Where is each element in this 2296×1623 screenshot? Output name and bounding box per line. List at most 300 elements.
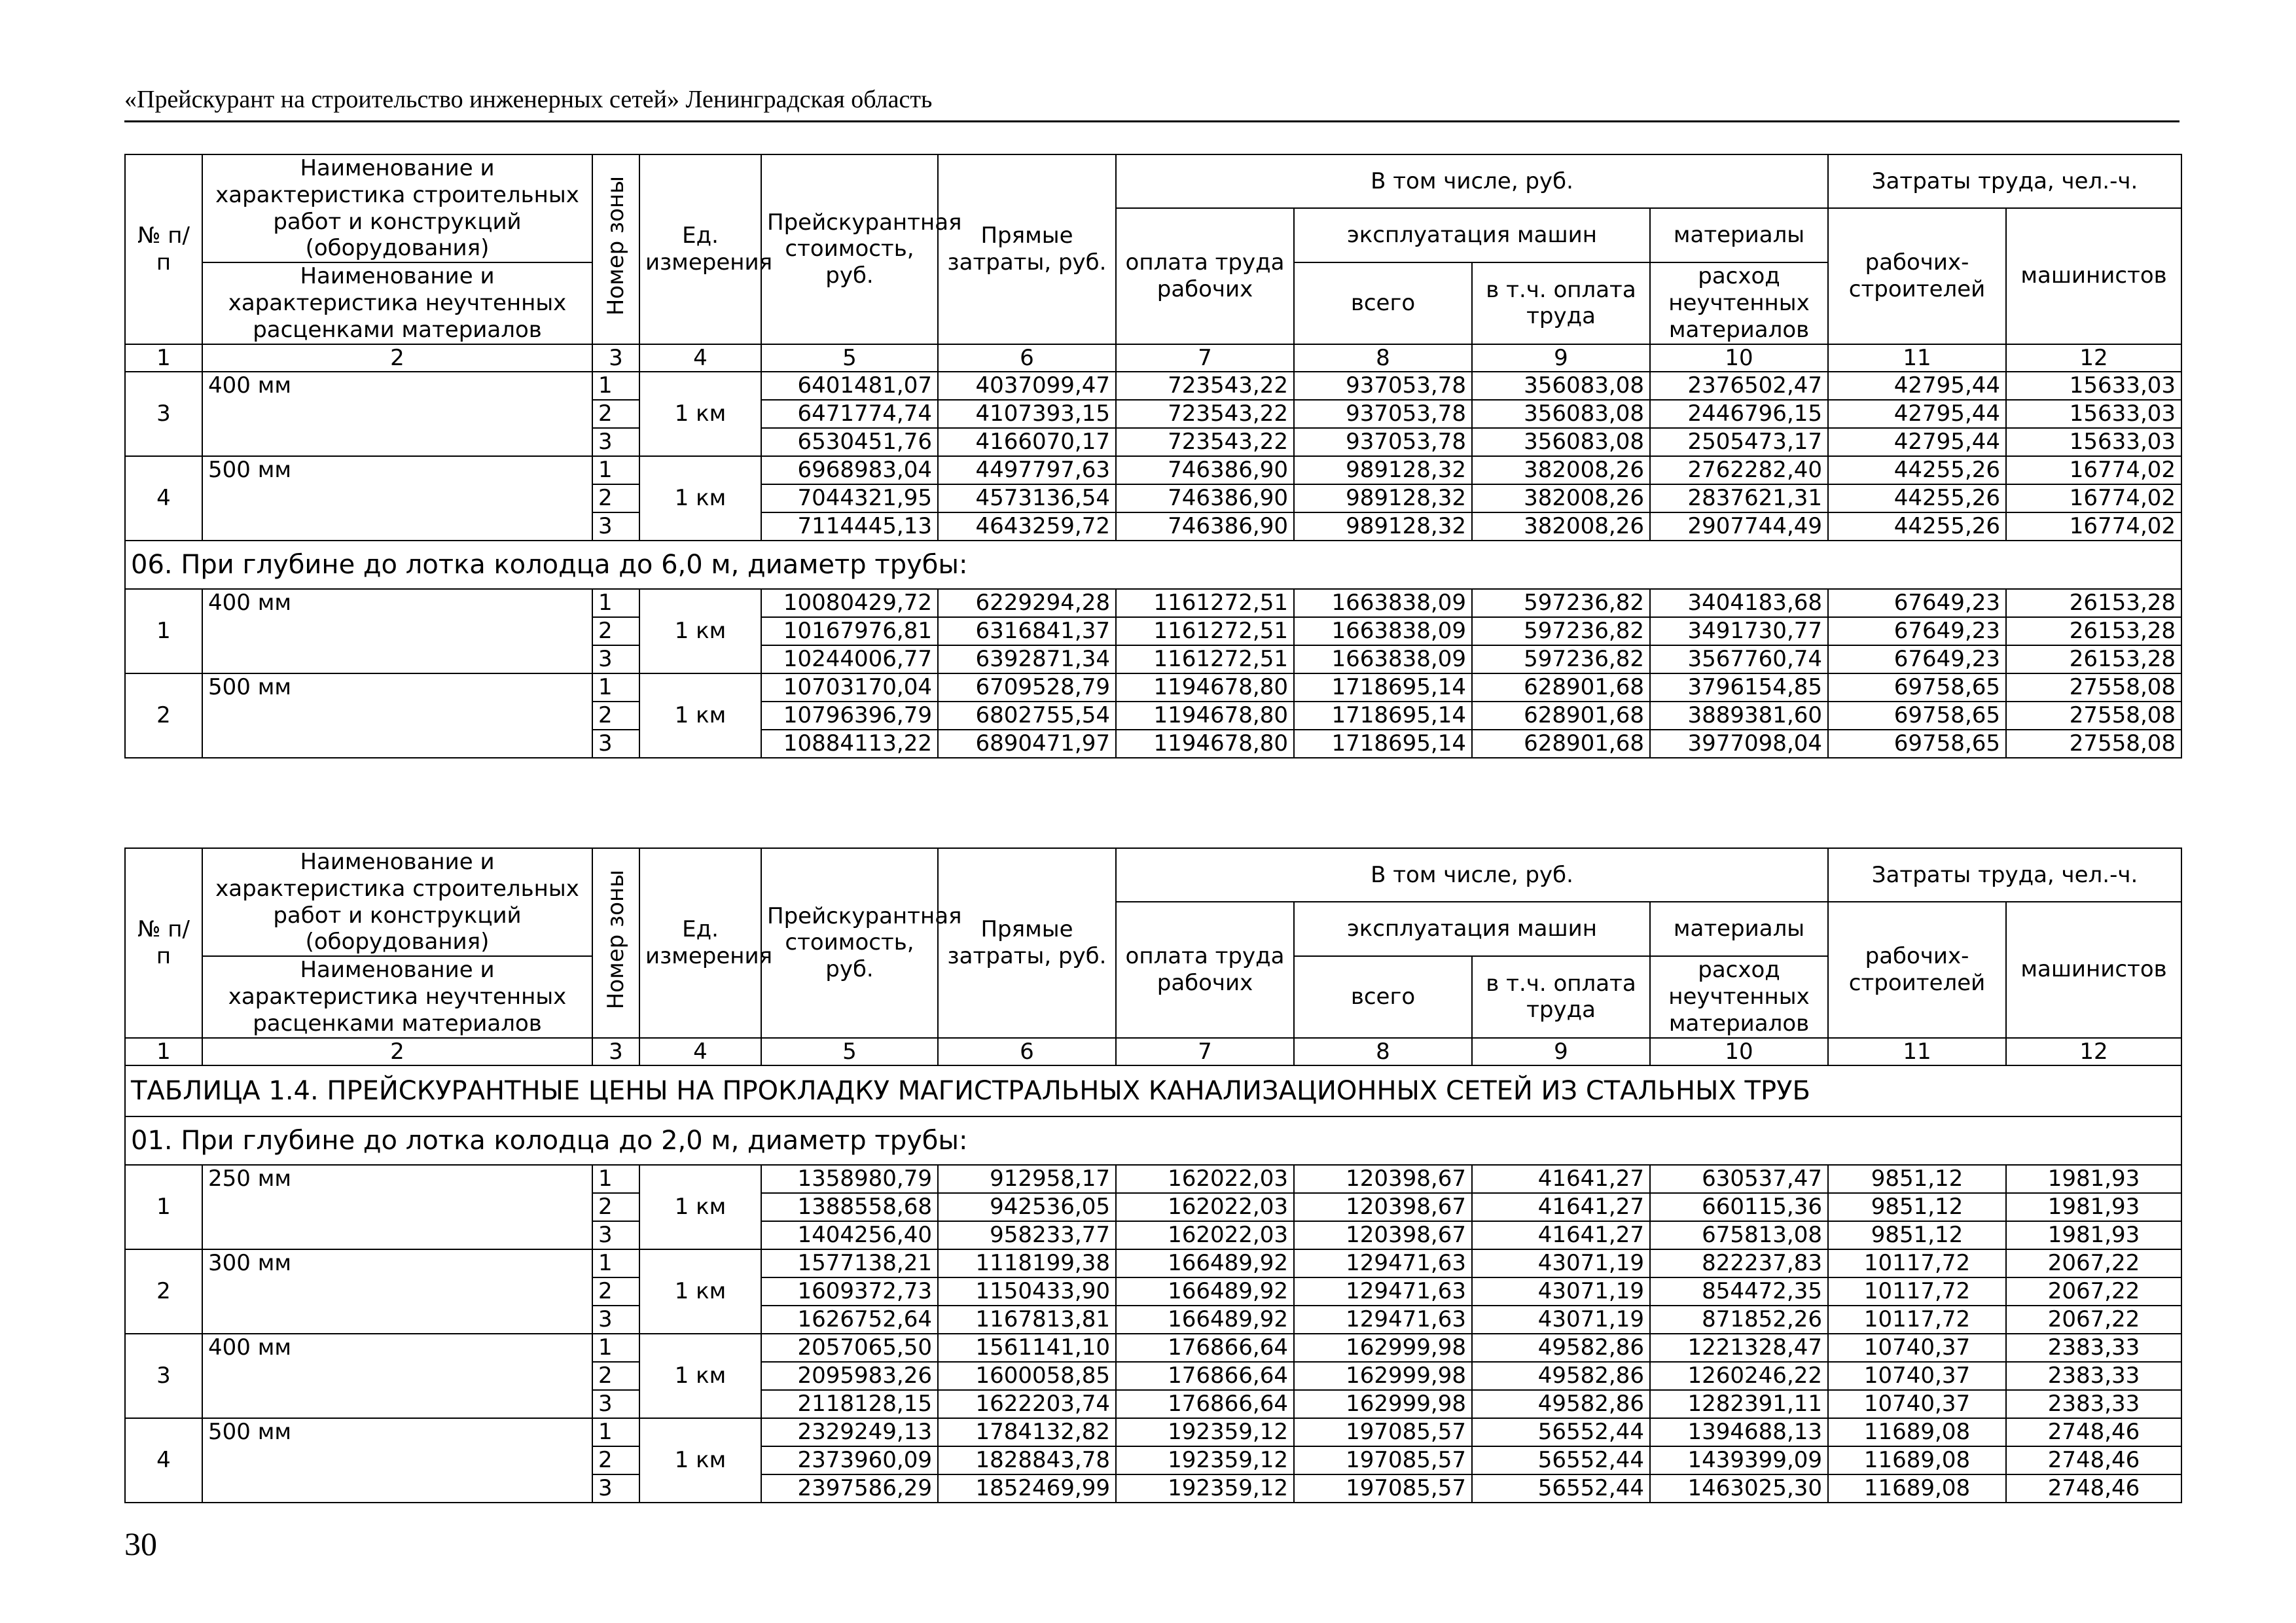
- col-materials-header: материалы: [1650, 902, 1828, 956]
- col-labor-pay-header: оплата труда рабочих: [1116, 902, 1294, 1038]
- workers-cell: 10117,72: [1828, 1277, 2006, 1306]
- col-number: 8: [1294, 1038, 1472, 1066]
- workers-cell: 67649,23: [1828, 617, 2006, 645]
- materials-cell: 1394688,13: [1650, 1418, 1828, 1446]
- zone-cell: 2: [592, 1193, 639, 1221]
- price-cell: 1358980,79: [761, 1165, 938, 1193]
- materials-cell: 3567760,74: [1650, 645, 1828, 673]
- workers-cell: 69758,65: [1828, 673, 2006, 702]
- diameter-cell: 500 мм: [202, 673, 592, 758]
- materials-cell: 2907744,49: [1650, 512, 1828, 541]
- col-incl-header: В том числе, руб.: [1116, 154, 1828, 208]
- direct-cell: 4166070,17: [938, 428, 1116, 456]
- direct-cell: 6802755,54: [938, 702, 1116, 730]
- direct-cell: 1561141,10: [938, 1334, 1116, 1362]
- row-number-cell: 4: [125, 1418, 202, 1503]
- zone-cell: 3: [592, 1221, 639, 1249]
- col-number: 2: [202, 344, 592, 372]
- price-cell: 10080429,72: [761, 589, 938, 617]
- labor-pay-cell: 723543,22: [1116, 372, 1294, 400]
- machines-pay-cell: 597236,82: [1472, 617, 1650, 645]
- row-number-cell: 1: [125, 589, 202, 673]
- col-machines-pay-header: в т.ч. оплата труда: [1472, 262, 1650, 344]
- col-number: 6: [938, 1038, 1116, 1066]
- col-number: 2: [202, 1038, 592, 1066]
- table-row: [125, 1418, 2181, 1446]
- machines-total-cell: 989128,32: [1294, 512, 1472, 541]
- materials-cell: 1282391,11: [1650, 1390, 1828, 1418]
- direct-cell: 1118199,38: [938, 1249, 1116, 1277]
- table-title: ТАБЛИЦА 1.4. ПРЕЙСКУРАНТНЫЕ ЦЕНЫ НА ПРОКЛАДКУ МАГИСТРАЛЬНЫХ КАНАЛИЗАЦИОННЫХ СЕТЕЙ ИЗ СТАЛЬНЫХ ТРУБ: [125, 1065, 2181, 1116]
- row-number-cell: 3: [125, 372, 202, 456]
- zone-cell: 1: [592, 1249, 639, 1277]
- machines-pay-cell: 382008,26: [1472, 456, 1650, 484]
- machines-pay-cell: 628901,68: [1472, 730, 1650, 758]
- unit-cell: 1 км: [639, 589, 761, 673]
- col-name-works-header: Наименование и характеристика строительных работ и конструкций (оборудования): [202, 848, 592, 956]
- machines-total-cell: 129471,63: [1294, 1306, 1472, 1334]
- diameter-cell: 300 мм: [202, 1249, 592, 1334]
- table-body: [125, 1165, 2181, 1503]
- price-cell: 2397586,29: [761, 1474, 938, 1503]
- machines-total-cell: 197085,57: [1294, 1446, 1472, 1474]
- materials-cell: 822237,83: [1650, 1249, 1828, 1277]
- workers-cell: 10740,37: [1828, 1362, 2006, 1390]
- machines-total-cell: 1663838,09: [1294, 589, 1472, 617]
- materials-cell: 3796154,85: [1650, 673, 1828, 702]
- machines-total-cell: 937053,78: [1294, 400, 1472, 428]
- page-number: 30: [124, 1525, 157, 1562]
- price-cell: 2329249,13: [761, 1418, 938, 1446]
- materials-cell: 3889381,60: [1650, 702, 1828, 730]
- machines-pay-cell: 49582,86: [1472, 1362, 1650, 1390]
- materials-cell: 2376502,47: [1650, 372, 1828, 400]
- col-number: 8: [1294, 344, 1472, 372]
- direct-cell: 1600058,85: [938, 1362, 1116, 1390]
- operators-cell: 16774,02: [2006, 512, 2181, 541]
- direct-cell: 1852469,99: [938, 1474, 1116, 1503]
- operators-cell: 15633,03: [2006, 428, 2181, 456]
- col-name-materials-header: Наименование и характеристика неучтенных расценками материалов: [202, 956, 592, 1037]
- operators-cell: 26153,28: [2006, 645, 2181, 673]
- zone-cell: 3: [592, 512, 639, 541]
- machines-total-cell: 197085,57: [1294, 1474, 1472, 1503]
- diameter-cell: 250 мм: [202, 1165, 592, 1249]
- table-row: [125, 1165, 2181, 1193]
- col-number: 1: [125, 1038, 202, 1066]
- row-number-cell: 3: [125, 1334, 202, 1418]
- price-cell: 10244006,77: [761, 645, 938, 673]
- col-no-header: № п/п: [125, 848, 202, 1038]
- machines-pay-cell: 356083,08: [1472, 428, 1650, 456]
- diameter-cell: 400 мм: [202, 372, 592, 456]
- table-row: [125, 456, 2181, 484]
- operators-cell: 2383,33: [2006, 1334, 2181, 1362]
- operators-cell: 1981,93: [2006, 1193, 2181, 1221]
- zone-cell: 1: [592, 456, 639, 484]
- diameter-cell: 500 мм: [202, 456, 592, 541]
- workers-cell: 10740,37: [1828, 1390, 2006, 1418]
- labor-pay-cell: 166489,92: [1116, 1249, 1294, 1277]
- col-number: 9: [1472, 344, 1650, 372]
- price-cell: 1626752,64: [761, 1306, 938, 1334]
- materials-cell: 871852,26: [1650, 1306, 1828, 1334]
- machines-pay-cell: 597236,82: [1472, 589, 1650, 617]
- materials-cell: 1260246,22: [1650, 1362, 1828, 1390]
- column-numbers-row: [125, 344, 2181, 372]
- machines-total-cell: 1718695,14: [1294, 673, 1472, 702]
- machines-pay-cell: 43071,19: [1472, 1249, 1650, 1277]
- direct-cell: 6392871,34: [938, 645, 1116, 673]
- zone-header-text: Номер зоны: [602, 176, 629, 316]
- workers-cell: 69758,65: [1828, 702, 2006, 730]
- col-incl-header: В том числе, руб.: [1116, 848, 1828, 902]
- machines-total-cell: 1718695,14: [1294, 702, 1472, 730]
- zone-cell: 3: [592, 1474, 639, 1503]
- workers-cell: 42795,44: [1828, 428, 2006, 456]
- direct-cell: 4573136,54: [938, 484, 1116, 512]
- machines-total-cell: 162999,98: [1294, 1362, 1472, 1390]
- direct-cell: 6316841,37: [938, 617, 1116, 645]
- price-cell: 2373960,09: [761, 1446, 938, 1474]
- col-materials-use-header: расход неучтенных материалов: [1650, 956, 1828, 1037]
- machines-pay-cell: 382008,26: [1472, 512, 1650, 541]
- col-operators-header: машинистов: [2006, 208, 2181, 344]
- materials-cell: 2837621,31: [1650, 484, 1828, 512]
- direct-cell: 4643259,72: [938, 512, 1116, 541]
- price-cell: 10703170,04: [761, 673, 938, 702]
- price-cell: 10796396,79: [761, 702, 938, 730]
- machines-pay-cell: 382008,26: [1472, 484, 1650, 512]
- labor-pay-cell: 176866,64: [1116, 1390, 1294, 1418]
- price-cell: 1388558,68: [761, 1193, 938, 1221]
- machines-pay-cell: 56552,44: [1472, 1446, 1650, 1474]
- workers-cell: 10117,72: [1828, 1306, 2006, 1334]
- zone-cell: 3: [592, 428, 639, 456]
- col-number: 1: [125, 344, 202, 372]
- unit-cell: 1 км: [639, 1334, 761, 1418]
- direct-cell: 1784132,82: [938, 1418, 1116, 1446]
- col-number: 4: [639, 344, 761, 372]
- machines-total-cell: 120398,67: [1294, 1165, 1472, 1193]
- price-cell: 6471774,74: [761, 400, 938, 428]
- direct-cell: 958233,77: [938, 1221, 1116, 1249]
- col-price-header: Прейскурантная стоимость, руб.: [761, 848, 938, 1038]
- section-heading: 06. При глубине до лотка колодца до 6,0 м, диаметр трубы:: [125, 541, 2181, 589]
- direct-cell: 1828843,78: [938, 1446, 1116, 1474]
- operators-cell: 27558,08: [2006, 702, 2181, 730]
- table-header: [125, 154, 2181, 372]
- operators-cell: 16774,02: [2006, 484, 2181, 512]
- zone-cell: 1: [592, 589, 639, 617]
- table-title-row: [125, 1065, 2181, 1116]
- col-number: 10: [1650, 1038, 1828, 1066]
- direct-cell: 6890471,97: [938, 730, 1116, 758]
- machines-total-cell: 162999,98: [1294, 1390, 1472, 1418]
- labor-pay-cell: 1161272,51: [1116, 645, 1294, 673]
- labor-pay-cell: 1194678,80: [1116, 673, 1294, 702]
- materials-cell: 675813,08: [1650, 1221, 1828, 1249]
- table-row: [125, 1249, 2181, 1277]
- labor-pay-cell: 1194678,80: [1116, 730, 1294, 758]
- zone-cell: 1: [592, 1418, 639, 1446]
- machines-total-cell: 129471,63: [1294, 1249, 1472, 1277]
- zone-cell: 2: [592, 702, 639, 730]
- col-number: 11: [1828, 344, 2006, 372]
- materials-cell: 3404183,68: [1650, 589, 1828, 617]
- labor-pay-cell: 162022,03: [1116, 1193, 1294, 1221]
- zone-cell: 3: [592, 1390, 639, 1418]
- materials-cell: 1439399,09: [1650, 1446, 1828, 1474]
- workers-cell: 44255,26: [1828, 456, 2006, 484]
- zone-cell: 1: [592, 1165, 639, 1193]
- operators-cell: 26153,28: [2006, 589, 2181, 617]
- machines-pay-cell: 628901,68: [1472, 673, 1650, 702]
- col-number: 11: [1828, 1038, 2006, 1066]
- direct-cell: 1150433,90: [938, 1277, 1116, 1306]
- machines-total-cell: 120398,67: [1294, 1193, 1472, 1221]
- price-cell: 2057065,50: [761, 1334, 938, 1362]
- col-workers-header: рабочих-строителей: [1828, 902, 2006, 1038]
- machines-pay-cell: 628901,68: [1472, 702, 1650, 730]
- col-labor-cost-header: Затраты труда, чел.-ч.: [1828, 848, 2181, 902]
- machines-total-cell: 197085,57: [1294, 1418, 1472, 1446]
- materials-cell: 1221328,47: [1650, 1334, 1828, 1362]
- operators-cell: 27558,08: [2006, 730, 2181, 758]
- direct-cell: 4497797,63: [938, 456, 1116, 484]
- price-cell: 2118128,15: [761, 1390, 938, 1418]
- machines-total-cell: 937053,78: [1294, 428, 1472, 456]
- labor-pay-cell: 746386,90: [1116, 484, 1294, 512]
- table-row: [125, 1334, 2181, 1362]
- price-cell: 10167976,81: [761, 617, 938, 645]
- col-direct-header: Прямые затраты, руб.: [938, 848, 1116, 1038]
- col-direct-header: Прямые затраты, руб.: [938, 154, 1116, 344]
- table-row: [125, 589, 2181, 617]
- unit-cell: 1 км: [639, 1418, 761, 1503]
- col-operators-header: машинистов: [2006, 902, 2181, 1038]
- unit-cell: 1 км: [639, 1249, 761, 1334]
- workers-cell: 42795,44: [1828, 372, 2006, 400]
- operators-cell: 2748,46: [2006, 1474, 2181, 1503]
- price-cell: 6968983,04: [761, 456, 938, 484]
- operators-cell: 2383,33: [2006, 1390, 2181, 1418]
- price-table-2: [124, 847, 2182, 1503]
- col-number: 3: [592, 1038, 639, 1066]
- price-table-1: [124, 154, 2182, 758]
- direct-cell: 6229294,28: [938, 589, 1116, 617]
- col-labor-cost-header: Затраты труда, чел.-ч.: [1828, 154, 2181, 208]
- title-body: [125, 1065, 2181, 1165]
- table-body: [125, 372, 2181, 541]
- workers-cell: 44255,26: [1828, 512, 2006, 541]
- zone-cell: 3: [592, 730, 639, 758]
- machines-total-cell: 162999,98: [1294, 1334, 1472, 1362]
- machines-pay-cell: 356083,08: [1472, 400, 1650, 428]
- diameter-cell: 400 мм: [202, 589, 592, 673]
- price-cell: 6401481,07: [761, 372, 938, 400]
- price-cell: 2095983,26: [761, 1362, 938, 1390]
- col-machines-header: эксплуатация машин: [1294, 902, 1650, 956]
- zone-cell: 1: [592, 1334, 639, 1362]
- col-name-materials-header: Наименование и характеристика неучтенных расценками материалов: [202, 262, 592, 344]
- materials-cell: 1463025,30: [1650, 1474, 1828, 1503]
- labor-pay-cell: 192359,12: [1116, 1474, 1294, 1503]
- machines-pay-cell: 49582,86: [1472, 1334, 1650, 1362]
- operators-cell: 1981,93: [2006, 1221, 2181, 1249]
- machines-pay-cell: 56552,44: [1472, 1418, 1650, 1446]
- materials-cell: 2446796,15: [1650, 400, 1828, 428]
- labor-pay-cell: 162022,03: [1116, 1165, 1294, 1193]
- materials-cell: 630537,47: [1650, 1165, 1828, 1193]
- materials-cell: 2505473,17: [1650, 428, 1828, 456]
- labor-pay-cell: 192359,12: [1116, 1418, 1294, 1446]
- running-head: «Прейскурант на строительство инженерных сетей» Ленинградская область: [124, 85, 2179, 122]
- col-number: 10: [1650, 344, 1828, 372]
- machines-pay-cell: 41641,27: [1472, 1221, 1650, 1249]
- col-number: 12: [2006, 1038, 2181, 1066]
- col-number: 12: [2006, 344, 2181, 372]
- machines-total-cell: 989128,32: [1294, 456, 1472, 484]
- unit-cell: 1 км: [639, 456, 761, 541]
- col-labor-pay-header: оплата труда рабочих: [1116, 208, 1294, 344]
- direct-cell: 1622203,74: [938, 1390, 1116, 1418]
- price-cell: 6530451,76: [761, 428, 938, 456]
- price-cell: 1577138,21: [761, 1249, 938, 1277]
- labor-pay-cell: 166489,92: [1116, 1306, 1294, 1334]
- machines-total-cell: 989128,32: [1294, 484, 1472, 512]
- operators-cell: 2067,22: [2006, 1306, 2181, 1334]
- col-zone-header: [592, 848, 639, 1038]
- col-number: 4: [639, 1038, 761, 1066]
- col-machines-total-header: всего: [1294, 956, 1472, 1037]
- col-machines-total-header: всего: [1294, 262, 1472, 344]
- price-cell: 10884113,22: [761, 730, 938, 758]
- operators-cell: 15633,03: [2006, 400, 2181, 428]
- row-number-cell: 2: [125, 673, 202, 758]
- workers-cell: 10117,72: [1828, 1249, 2006, 1277]
- labor-pay-cell: 723543,22: [1116, 400, 1294, 428]
- direct-cell: 942536,05: [938, 1193, 1116, 1221]
- machines-pay-cell: 43071,19: [1472, 1277, 1650, 1306]
- direct-cell: 4037099,47: [938, 372, 1116, 400]
- table-header: [125, 848, 2181, 1065]
- workers-cell: 11689,08: [1828, 1418, 2006, 1446]
- direct-cell: 1167813,81: [938, 1306, 1116, 1334]
- direct-cell: 912958,17: [938, 1165, 1116, 1193]
- machines-pay-cell: 597236,82: [1472, 645, 1650, 673]
- col-price-header: Прейскурантная стоимость, руб.: [761, 154, 938, 344]
- col-number: 7: [1116, 1038, 1294, 1066]
- zone-cell: 3: [592, 645, 639, 673]
- direct-cell: 6709528,79: [938, 673, 1116, 702]
- operators-cell: 2067,22: [2006, 1277, 2181, 1306]
- workers-cell: 69758,65: [1828, 730, 2006, 758]
- labor-pay-cell: 166489,92: [1116, 1277, 1294, 1306]
- zone-cell: 2: [592, 617, 639, 645]
- table-row: [125, 673, 2181, 702]
- col-machines-header: эксплуатация машин: [1294, 208, 1650, 262]
- operators-cell: 2748,46: [2006, 1446, 2181, 1474]
- machines-total-cell: 129471,63: [1294, 1277, 1472, 1306]
- workers-cell: 44255,26: [1828, 484, 2006, 512]
- labor-pay-cell: 192359,12: [1116, 1446, 1294, 1474]
- machines-pay-cell: 56552,44: [1472, 1474, 1650, 1503]
- section-body: [125, 541, 2181, 589]
- machines-total-cell: 1663838,09: [1294, 617, 1472, 645]
- operators-cell: 2748,46: [2006, 1418, 2181, 1446]
- col-number: 7: [1116, 344, 1294, 372]
- operators-cell: 26153,28: [2006, 617, 2181, 645]
- section-row: [125, 1116, 2181, 1165]
- machines-pay-cell: 41641,27: [1472, 1193, 1650, 1221]
- materials-cell: 660115,36: [1650, 1193, 1828, 1221]
- operators-cell: 16774,02: [2006, 456, 2181, 484]
- operators-cell: 2383,33: [2006, 1362, 2181, 1390]
- materials-cell: 3977098,04: [1650, 730, 1828, 758]
- workers-cell: 67649,23: [1828, 645, 2006, 673]
- workers-cell: 11689,08: [1828, 1474, 2006, 1503]
- zone-header-text: Номер зоны: [602, 870, 629, 1010]
- zone-cell: 1: [592, 673, 639, 702]
- labor-pay-cell: 176866,64: [1116, 1334, 1294, 1362]
- workers-cell: 42795,44: [1828, 400, 2006, 428]
- labor-pay-cell: 1194678,80: [1116, 702, 1294, 730]
- operators-cell: 2067,22: [2006, 1249, 2181, 1277]
- machines-pay-cell: 43071,19: [1472, 1306, 1650, 1334]
- col-number: 3: [592, 344, 639, 372]
- diameter-cell: 500 мм: [202, 1418, 592, 1503]
- col-workers-header: рабочих-строителей: [1828, 208, 2006, 344]
- table-row: [125, 372, 2181, 400]
- col-unit-header: Ед. измерения: [639, 154, 761, 344]
- workers-cell: 11689,08: [1828, 1446, 2006, 1474]
- row-number-cell: 2: [125, 1249, 202, 1334]
- col-materials-header: материалы: [1650, 208, 1828, 262]
- zone-cell: 2: [592, 400, 639, 428]
- machines-pay-cell: 41641,27: [1472, 1165, 1650, 1193]
- direct-cell: 4107393,15: [938, 400, 1116, 428]
- labor-pay-cell: 746386,90: [1116, 456, 1294, 484]
- column-numbers-row: [125, 1038, 2181, 1066]
- materials-cell: 854472,35: [1650, 1277, 1828, 1306]
- col-number: 6: [938, 344, 1116, 372]
- labor-pay-cell: 176866,64: [1116, 1362, 1294, 1390]
- unit-cell: 1 км: [639, 1165, 761, 1249]
- machines-total-cell: 1718695,14: [1294, 730, 1472, 758]
- unit-cell: 1 км: [639, 673, 761, 758]
- machines-total-cell: 1663838,09: [1294, 645, 1472, 673]
- col-zone-header: [592, 154, 639, 344]
- section-row: [125, 541, 2181, 589]
- materials-cell: 2762282,40: [1650, 456, 1828, 484]
- labor-pay-cell: 746386,90: [1116, 512, 1294, 541]
- machines-pay-cell: 49582,86: [1472, 1390, 1650, 1418]
- zone-cell: 2: [592, 1446, 639, 1474]
- col-number: 5: [761, 1038, 938, 1066]
- operators-cell: 15633,03: [2006, 372, 2181, 400]
- workers-cell: 10740,37: [1828, 1334, 2006, 1362]
- zone-cell: 2: [592, 484, 639, 512]
- table-body: [125, 589, 2181, 758]
- labor-pay-cell: 723543,22: [1116, 428, 1294, 456]
- section-heading: 01. При глубине до лотка колодца до 2,0 м, диаметр трубы:: [125, 1116, 2181, 1165]
- zone-cell: 2: [592, 1277, 639, 1306]
- price-cell: 7114445,13: [761, 512, 938, 541]
- labor-pay-cell: 162022,03: [1116, 1221, 1294, 1249]
- materials-cell: 3491730,77: [1650, 617, 1828, 645]
- col-no-header: № п/п: [125, 154, 202, 344]
